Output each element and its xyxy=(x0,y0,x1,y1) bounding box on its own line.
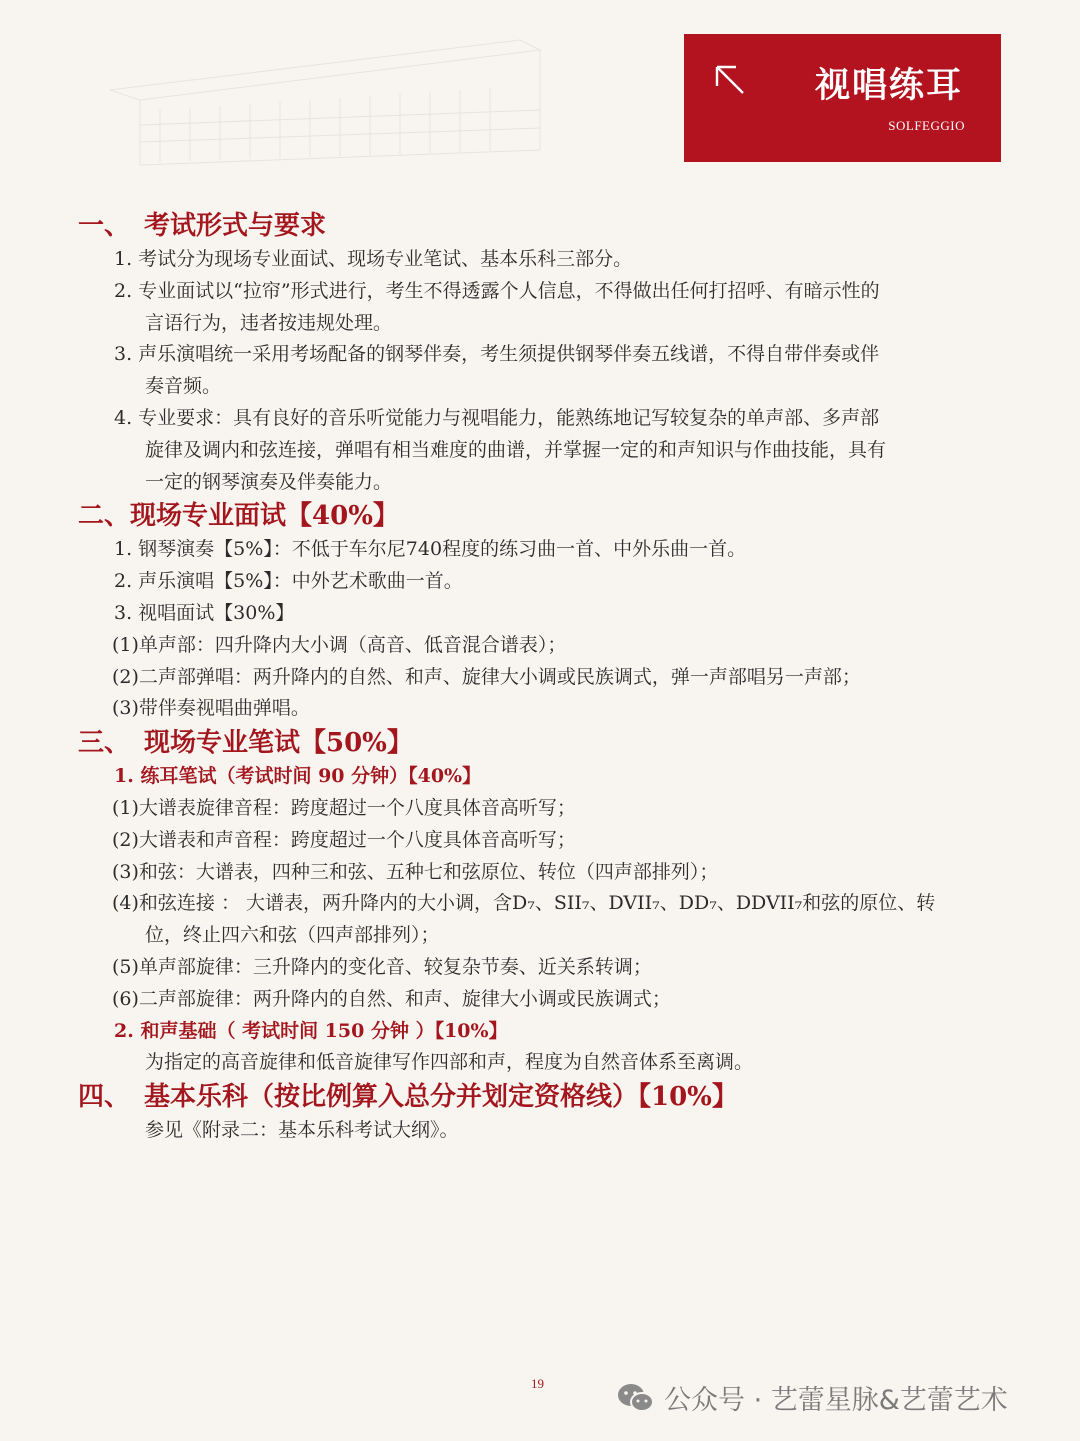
s2-line-3: 3. 视唱面试【30%】 xyxy=(114,601,295,624)
s3-line-1: (1)大谱表旋律音程：跨度超过一个八度具体音高听写； xyxy=(112,796,576,819)
s1-line-1: 1. 考试分为现场专业面试、现场专业笔试、基本乐科三部分。 xyxy=(114,248,633,270)
s2-line-5: (2)二声部弹唱：两升降内的自然、和声、旋律大小调或民族调式，弹一声部唱另一声部； xyxy=(112,665,861,688)
s1-line-8: 一定的钢琴演奏及伴奏能力。 xyxy=(145,470,393,493)
section-3-number: 三、 xyxy=(78,728,131,759)
section-1-heading: 考试形式与要求 xyxy=(144,211,327,241)
section-4-title xyxy=(78,1079,1008,1115)
s2-line-2: 2. 声乐演唱【5%】：中外艺术歌曲一首。 xyxy=(114,570,463,593)
s3-line-4: (4)和弦连接 ： 大谱表，两升降内的大小调，含D₇、SII₇、DVII₇、DD₇、DDVII₇和弦的原位、转 xyxy=(112,892,936,915)
s1-line-6: 4. 专业要求：具有良好的音乐听觉能力与视唱能力，能熟练地记写较复杂的单声部、多声部 xyxy=(114,406,880,429)
watermark xyxy=(616,1378,1008,1417)
s2-line-4: (1)单声部：四升降内大小调（高音、低音混合谱表）； xyxy=(112,633,567,656)
s2-line-1: 1. 钢琴演奏【5%】：不低于车尔尼740程度的练习曲一首、中外乐曲一首。 xyxy=(114,538,747,561)
s1-line-7: 旋律及调内和弦连接，弹唱有相当难度的曲谱，并掌握一定的和声知识与作曲技能，具有 xyxy=(145,438,887,461)
section-4-heading: 基本乐科（按比例算入总分并划定资格线）【10%】 xyxy=(144,1082,738,1113)
s1-line-5: 奏音频。 xyxy=(145,375,222,398)
section-4-number: 四、 xyxy=(78,1082,131,1113)
page-number: 19 xyxy=(531,1376,544,1391)
header-subtitle: SOLFEGGIO xyxy=(888,118,965,133)
s3-subheading-2: 2. 和声基础（ 考试时间 150 分钟 ）【10%】 xyxy=(114,1019,508,1042)
s3-line-7: (6)二声部旋律：两升降内的自然、和声、旋律大小调或民族调式； xyxy=(112,987,671,1010)
section-1-title xyxy=(78,208,1008,244)
s4-text: 参见《附录二：基本乐科考试大纲》。 xyxy=(145,1119,459,1142)
s3-line-2: (2)大谱表和声音程：跨度超过一个八度具体音高听写； xyxy=(112,828,576,851)
s3-subheading-1: 1. 练耳笔试（考试时间 90 分钟）【40%】 xyxy=(114,765,482,788)
s1-line-2: 2. 专业面试以“拉帘”形式进行，考生不得透露个人信息，不得做出任何打招呼、有暗示性的 xyxy=(114,279,880,302)
document-content xyxy=(78,208,1008,1147)
section-2-heading: 现场专业面试【40%】 xyxy=(130,501,399,532)
s3-line-6: (5)单声部旋律：三升降内的变化音、较复杂节奏、近关系转调； xyxy=(112,955,652,978)
building-sketch-decoration xyxy=(100,30,560,170)
section-1-number: 一、 xyxy=(78,211,131,241)
section-2-number: 二、 xyxy=(78,501,131,532)
section-2-title xyxy=(78,498,1008,534)
header-title: 视唱练耳 xyxy=(814,65,963,106)
s3-line-3: (3)和弦：大谱表，四种三和弦、五种七和弦原位、转位（四声部排列）； xyxy=(112,860,719,883)
s1-line-3: 言语行为，违者按违规处理。 xyxy=(145,311,393,334)
section-3-heading: 现场专业笔试【50%】 xyxy=(144,728,413,759)
s2-line-6: (3)带伴奏视唱曲弹唱。 xyxy=(112,697,310,720)
s1-line-4: 3. 声乐演唱统一采用考场配备的钢琴伴奏，考生须提供钢琴伴奏五线谱，不得自带伴奏或伴 xyxy=(114,343,880,366)
section-3-title xyxy=(78,725,1008,761)
arrow-up-left-icon xyxy=(712,62,748,98)
s3-line-5: 位，终止四六和弦（四声部排列）； xyxy=(145,924,440,947)
wechat-icon xyxy=(616,1382,656,1414)
s3-sub2-text: 为指定的高音旋律和低音旋律写作四部和声，程度为自然音体系至离调。 xyxy=(145,1051,754,1074)
section-header-box xyxy=(684,34,1001,162)
watermark-text: 公众号 · 艺蕾星脉&艺蕾艺术 xyxy=(664,1385,1008,1416)
